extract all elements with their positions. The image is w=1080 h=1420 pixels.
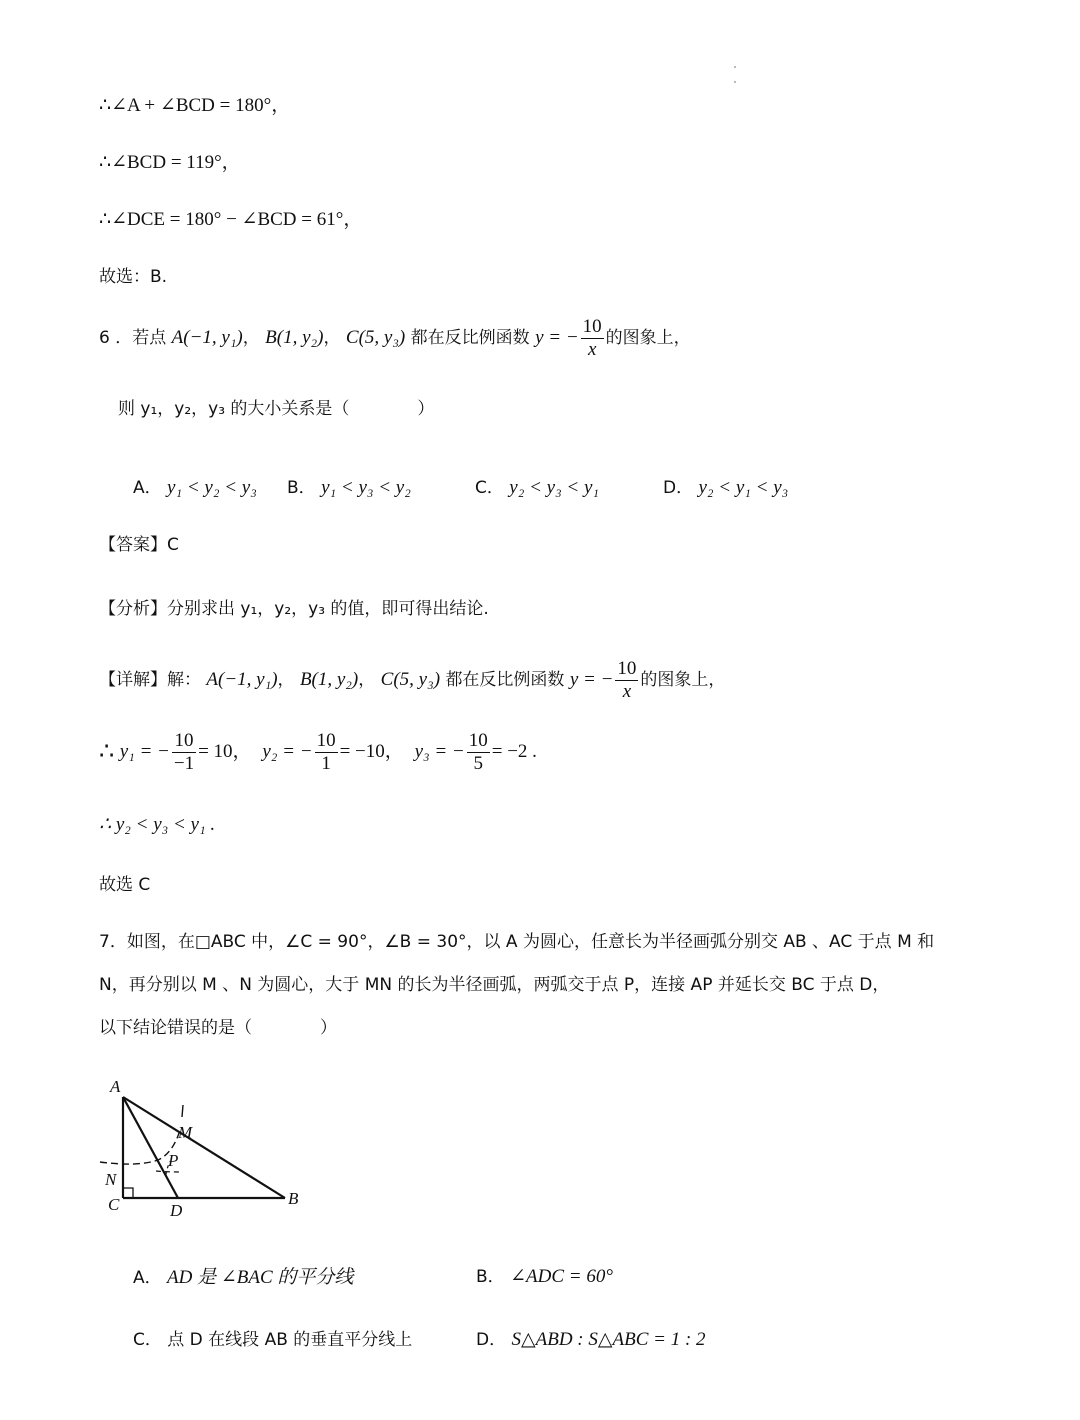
- analysis-tag: 【分析】: [99, 599, 167, 619]
- detail-stem-mid: 都在反比例函数: [445, 670, 565, 690]
- fraction-denominator: x: [581, 338, 604, 361]
- q7-option-d: D． S△ABD : S△ABC = 1 : 2: [476, 1329, 706, 1350]
- q7-option-c: C． 点 D 在线段 AB 的垂直平分线上: [133, 1330, 413, 1350]
- detail-tag: 【详解】: [99, 670, 167, 690]
- q7-option-a: A． AD 是 ∠BAC 的平分线: [133, 1267, 354, 1288]
- page-mark-dot: [734, 66, 736, 68]
- answer-value: C: [167, 535, 179, 555]
- detail-point-a: A(−1, y₁): [206, 669, 278, 690]
- q6-option-c: C． y₂ < y₃ < y₁: [475, 477, 600, 498]
- label-n: N: [105, 1170, 117, 1189]
- q6-conclusion: ∴ y₂ < y₃ < y₁ .: [99, 814, 216, 835]
- q7-stem-line-1: 7．如图，在□ABC 中，∠C = 90°，∠B = 30°，以 A 为圆心，任意长为半径画弧分别交 AB 、AC 于点 M 和: [99, 932, 935, 952]
- label-m: M: [178, 1123, 193, 1142]
- answer-tag: 【答案】: [99, 535, 167, 555]
- q6-point-a: A(−1, y₁): [171, 327, 243, 348]
- label-d: D: [170, 1201, 183, 1220]
- label-a: A: [110, 1077, 121, 1096]
- q6-option-d: D． y₂ < y₁ < y₃: [663, 477, 789, 498]
- q7-stem-line-2: N，再分别以 M 、N 为圆心，大于 MN 的长为半径画弧，两弧交于点 P，连接 AP 并延长交 BC 于点 D，: [99, 975, 890, 995]
- detail-func-fraction: $\frac{10}{x}$: [617, 658, 637, 702]
- prev-solution-choice: 故选：B.: [99, 267, 168, 287]
- q6-func-lhs: y = −: [535, 327, 579, 348]
- q6-stem-line-2: 则 y₁，y₂，y₃ 的大小关系是（ ）: [118, 399, 435, 419]
- analysis-text: 分别求出 y₁，y₂，y₃ 的值，即可得出结论.: [167, 599, 489, 619]
- q6-analysis: [99, 601, 489, 618]
- detail-point-c: C(5, y₃): [380, 669, 441, 690]
- label-p: P: [168, 1151, 179, 1170]
- q6-calculation: ∴ y₁ = − $\frac{10}{-1}$ = 10， y₂ = − $\frac{10}{1}$ = −10， y₃ = − $\frac{10}{5}$ = −2 .: [99, 730, 537, 774]
- therefore-symbol: ∴: [99, 739, 115, 765]
- y2-fraction: $\frac{10}{1}$: [316, 730, 336, 774]
- q6-stem: 6 ．若点 A(−1, y₁)， B(1, y₂)， C(5, y₃) 都在反比例函数 y = − $\frac{10}{x}$ 的图象上，: [99, 316, 691, 360]
- q7-option-b: B． ∠ADC = 60°: [476, 1266, 613, 1287]
- page-mark-dot: [734, 81, 736, 83]
- q6-stem-prefix: ．若点: [115, 328, 167, 348]
- detail-prefix: 解：: [167, 670, 201, 690]
- prev-solution-line-1: ∴∠A + ∠BCD = 180°，: [99, 95, 291, 116]
- q6-choice: 故选 C: [99, 875, 151, 895]
- q6-number: 6: [99, 328, 110, 348]
- q6-option-a: A． y₁ < y₂ < y₃: [133, 477, 257, 498]
- q6-answer: [99, 537, 179, 554]
- q6-detail: 【详解】解： A(−1, y₁)， B(1, y₂)， C(5, y₃) 都在反比例函数 y = − $\frac{10}{x}$ 的图象上，: [99, 658, 726, 702]
- q6-point-b: B(1, y₂): [265, 327, 324, 348]
- fraction-numerator: 10: [582, 316, 602, 337]
- q6-func-fraction: [581, 316, 604, 361]
- label-b: B: [288, 1189, 299, 1208]
- prev-solution-line-3: ∴∠DCE = 180° − ∠BCD = 61°，: [99, 209, 363, 230]
- triangle-diagram: [98, 1075, 308, 1220]
- detail-func-lhs: y = −: [569, 669, 614, 690]
- detail-stem-suffix: 的图象上，: [640, 670, 726, 690]
- q6-point-c: C(5, y₃): [345, 327, 406, 348]
- detail-point-b: B(1, y₂): [299, 669, 359, 690]
- triangle-figure: [98, 1075, 308, 1220]
- label-c: C: [108, 1195, 120, 1214]
- y3-fraction: $\frac{10}{5}$: [468, 730, 488, 774]
- y1-fraction: $\frac{10}{-1}$: [173, 730, 195, 774]
- q6-stem-mid: 都在反比例函数: [410, 328, 530, 348]
- q7-stem-line-3: 以下结论错误的是（ ）: [99, 1018, 337, 1038]
- prev-solution-line-2: ∴∠BCD = 119°，: [99, 152, 241, 173]
- q6-option-b: B． y₁ < y₃ < y₂: [287, 477, 411, 498]
- q6-stem-suffix: 的图象上，: [605, 328, 691, 348]
